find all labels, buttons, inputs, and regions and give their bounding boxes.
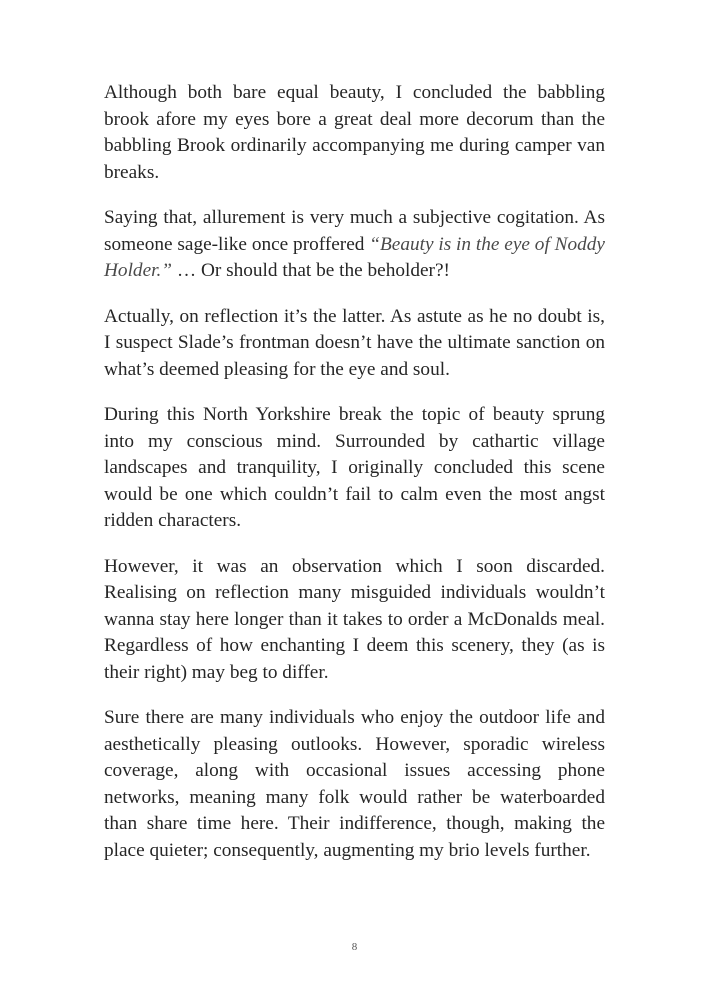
paragraph-2-quote: “Beauty is in the eye of Noddy Holder.” [104,233,605,281]
paragraph-1-text: Although both bare equal beauty, I concluded the babbling brook afore my eyes bore a great deal more decorum than the babbling Brook ordinarily accompanying me during camper van breaks. [104,82,605,183]
paragraph-6-text: Sure there are many individuals who enjoy the outdoor life and aesthetically pleasing outlooks. However, sporadic wireless coverage, along with occasional issues accessing phone networks, meaning many folk would rather be waterboarded than share time here. Their indifference, though, making the place quieter; consequently, augmenting my brio levels further. [104,707,605,861]
paragraph-4-text: During this North Yorkshire break the topic of beauty sprung into my conscious mind. Surrounded by cathartic village landscapes and tranquility, I originally concluded this scene would be one which couldn’t fail to calm even the most angst ridden characters. [104,404,605,531]
paragraph-2-text-before: Saying that, allurement is very much a subjective cogitation. As someone sage-like once proffered [104,207,605,255]
paragraph-2 [104,205,605,285]
paragraph-2-text-after: … Or should that be the beholder?! [172,260,450,281]
paragraph-3-text: Actually, on reflection it’s the latter. As astute as he no doubt is, I suspect Slade’s frontman doesn’t have the ultimate sanction on what’s deemed pleasing for the eye and soul. [104,305,605,380]
paragraph-1 [104,80,605,186]
paragraph-6 [104,705,605,864]
paragraph-3 [104,304,605,384]
paragraph-4 [104,402,605,535]
paragraph-5 [104,554,605,687]
paragraph-5-text: However, it was an observation which I soon discarded. Realising on reflection many misguided individuals wouldn’t wanna stay here longer than it takes to order a McDonalds meal. Regardless of how enchanting I deem this scenery, they (as is their right) may beg to differ. [104,555,605,683]
body-text [104,80,605,883]
page-number: 8 [351,941,358,953]
